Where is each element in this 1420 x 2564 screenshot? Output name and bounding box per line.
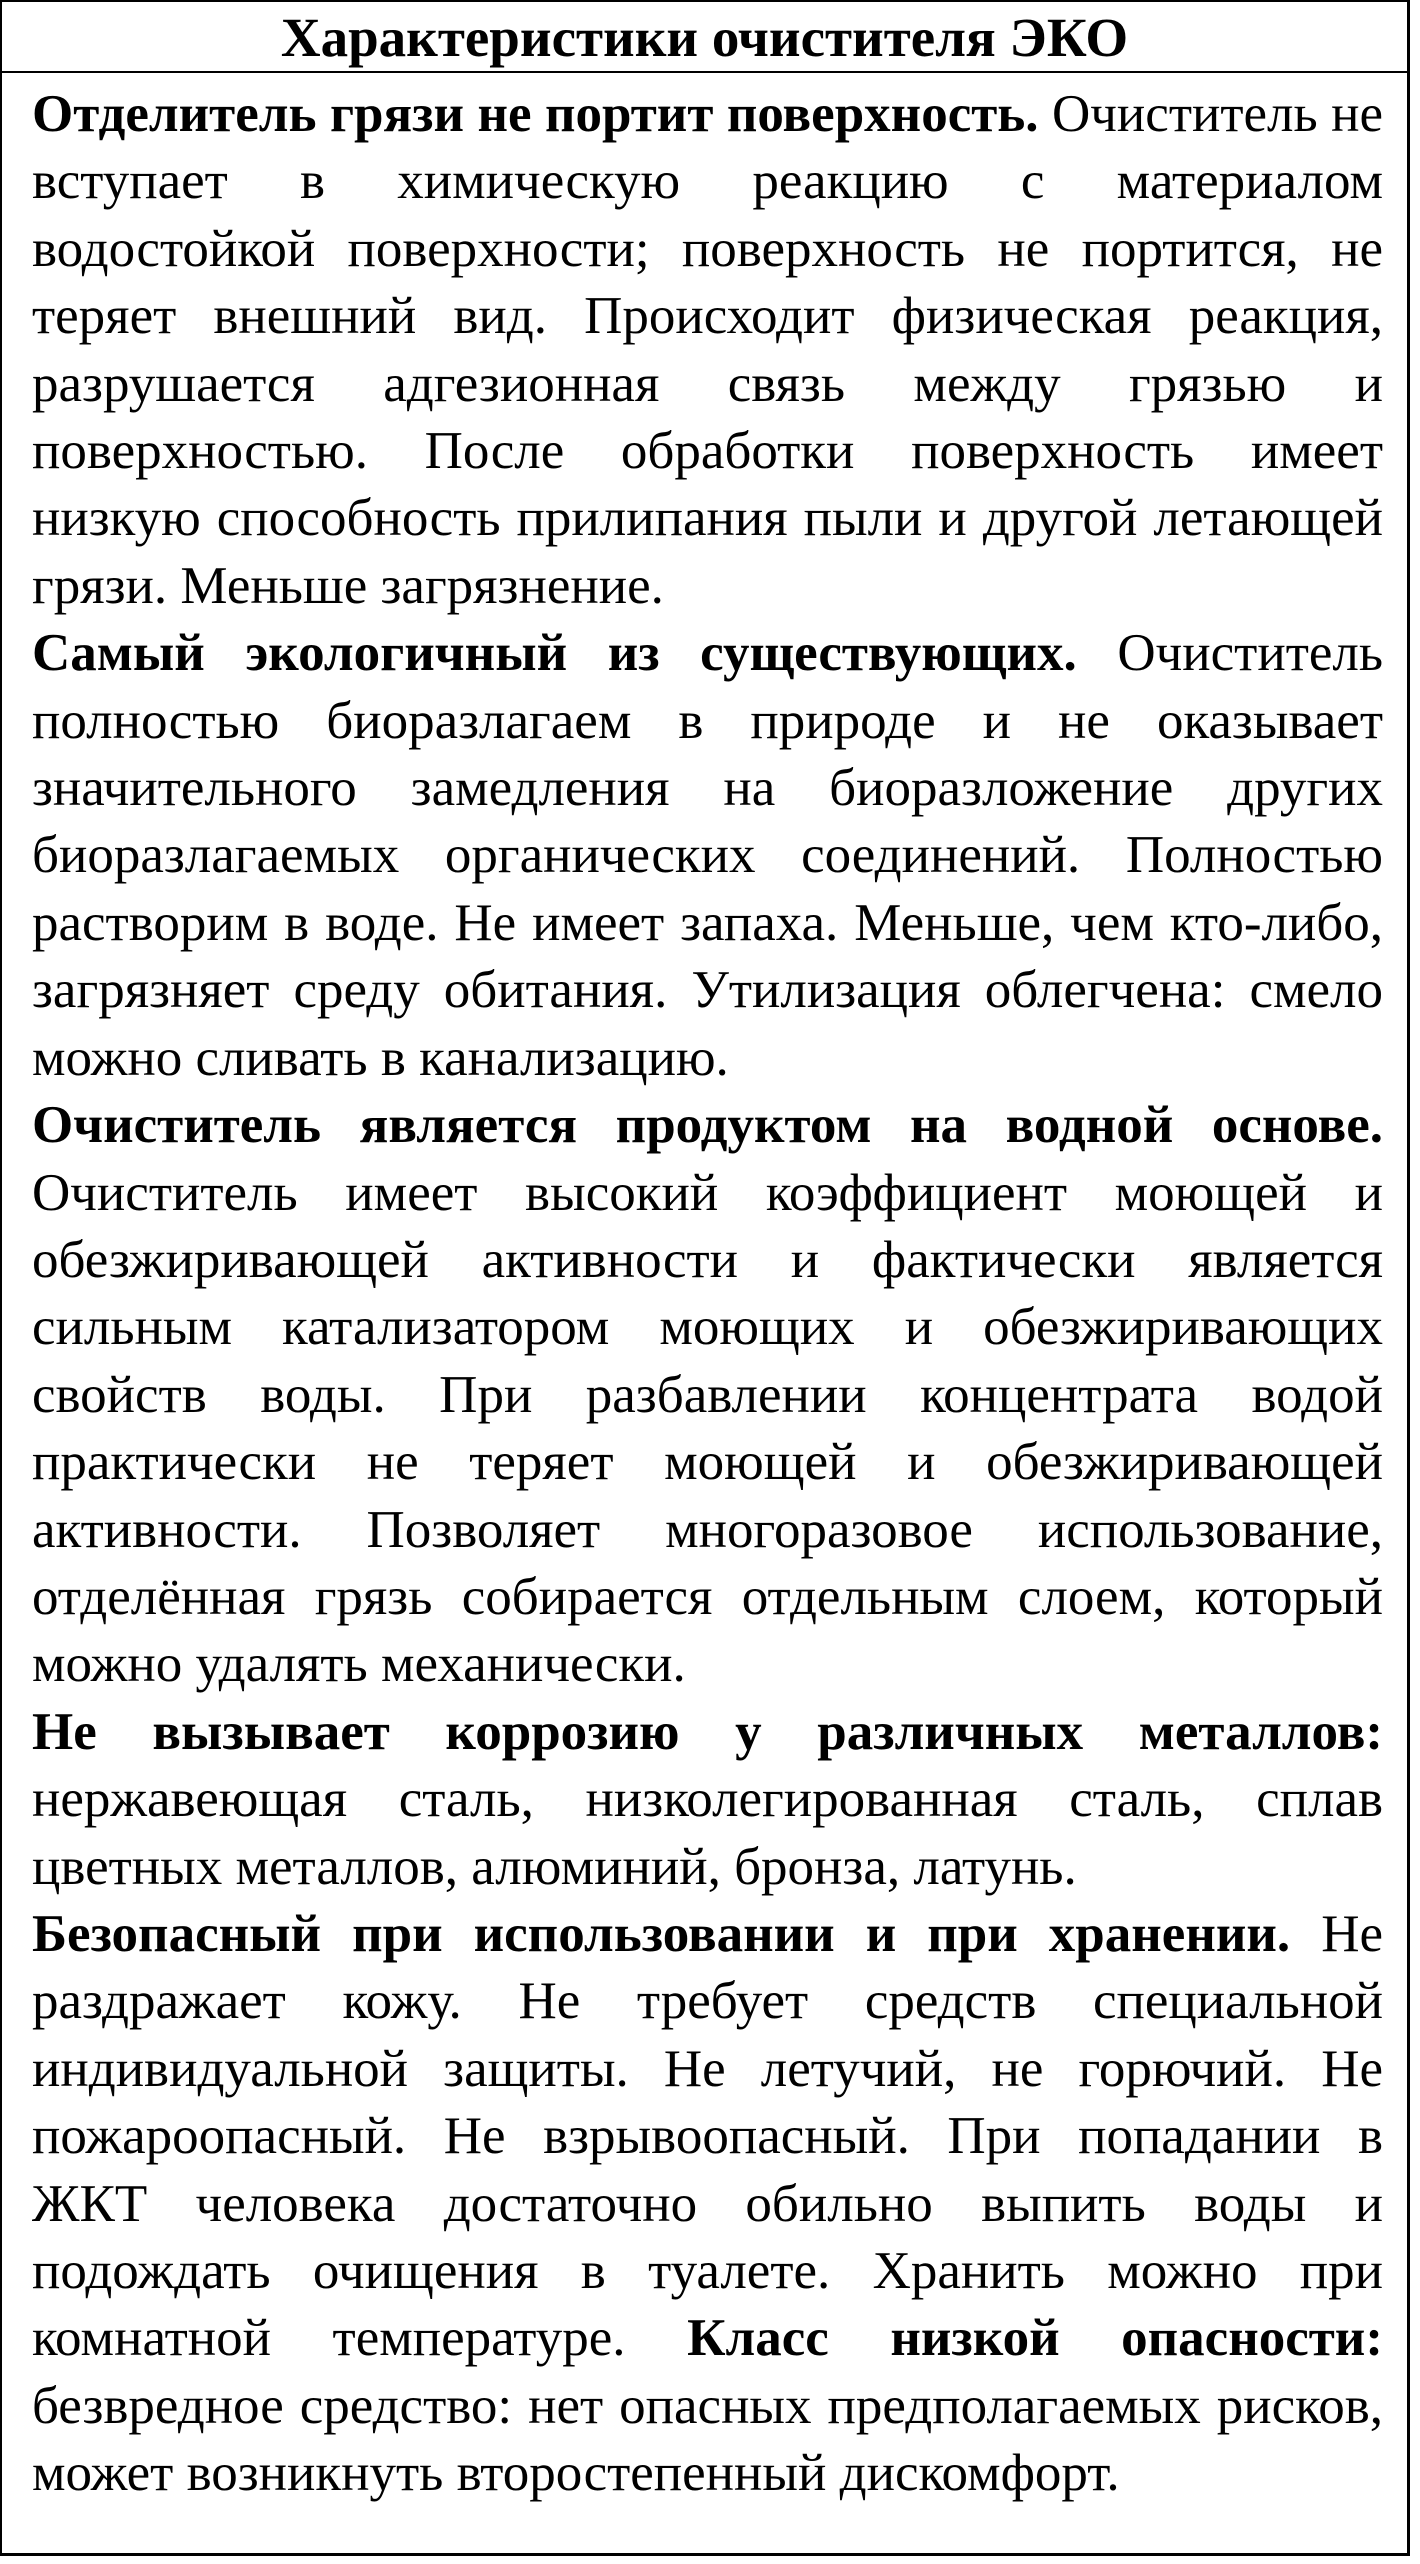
paragraph-text: Очиститель полностью биоразлагаем в природе и не оказывает значительного замедления на биоразложение других биоразлагаемых органических соединений. Полностью растворим в воде. Не имеет запаха. Меньше, чем кто-либо, загрязняет среду обитания. Утилизация облегчена: смело можно сливать в канализацию. xyxy=(32,624,1383,1087)
paragraph-text: Очиститель имеет высокий коэффициент моющей и обезжиривающей активности и фактически является сильным катализатором моющих и обезжиривающих свойств воды. При разбавлении концентрата водой практически не теряет моющей и обезжиривающей активности. Позволяет многоразовое использование, отделённая грязь собирается отдельным слоем, который можно удалять механически. xyxy=(32,1163,1383,1694)
paragraph-safety xyxy=(32,1901,1383,2508)
paragraph-heading: Не вызывает коррозию у различных металлов: xyxy=(32,1702,1383,1761)
hazard-class-heading: Класс низкой опасности: xyxy=(687,2309,1383,2368)
paragraph-text: нержавеющая сталь, низколегированная сталь, сплав цветных металлов, алюминий, бронза, латунь. xyxy=(32,1770,1383,1896)
paragraph-heading: Самый экологичный из существующих. xyxy=(32,624,1077,683)
paragraph-surface xyxy=(32,81,1383,620)
hazard-class-text: безвредное средство: нет опасных предполагаемых рисков, может возникнуть второстепенный дискомфорт. xyxy=(32,2376,1383,2503)
paragraph-heading: Отделитель грязи не портит поверхность. xyxy=(32,85,1039,143)
table-title: Характеристики очистителя ЭКО xyxy=(2,2,1407,73)
paragraph-ecology xyxy=(32,620,1383,1092)
paragraph-corrosion xyxy=(32,1699,1383,1901)
paragraph-heading: Безопасный при использовании и при хранении. xyxy=(32,1904,1291,1963)
paragraph-heading: Очиститель является продуктом на водной основе. xyxy=(32,1096,1383,1155)
table-body xyxy=(2,73,1407,2508)
paragraph-text: Очиститель не вступает в химическую реакцию с материалом водостойкой поверхности; поверхность не портится, не теряет внешний вид. Происходит физическая реакция, разрушается адгезионная связь между грязью и поверхностью. После обработки поверхность имеет низкую способность прилипания пыли и другой летающей грязи. Меньше загрязнение. xyxy=(32,85,1383,615)
paragraph-water-based xyxy=(32,1092,1383,1699)
paragraph-text: Не раздражает кожу. Не требует средств специальной индивидуальной защиты. Не летучий, не горючий. Не пожароопасный. Не взрывоопасный. При попадании в ЖКТ человека достаточно обильно выпить воды и подождать очищения в туалете. Хранить можно при комнатной температуре. xyxy=(32,1904,1383,2368)
